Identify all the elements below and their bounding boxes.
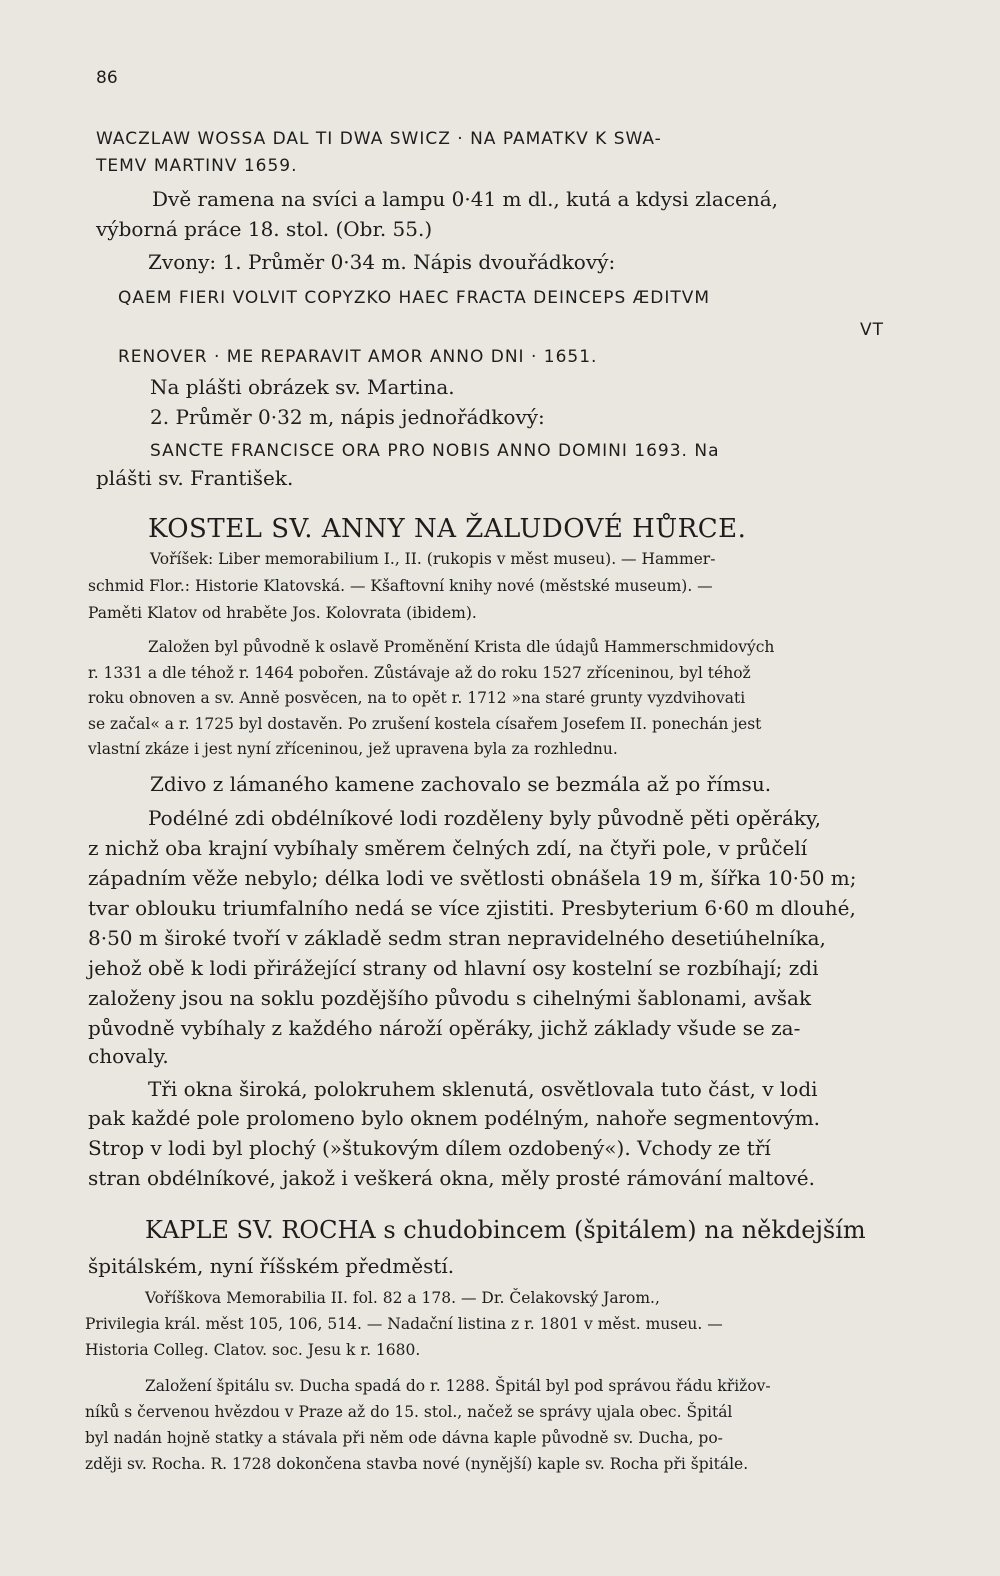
bibliography-line: Privilegia král. měst 105, 106, 514. — Nadační listina z r. 1801 v měst. museu. —: [85, 1315, 723, 1333]
text-line: z nichž oba krajní vybíhaly směrem čelných zdí, na čtyři pole, v průčelí: [88, 836, 808, 860]
section-heading: KOSTEL SV. ANNY NA ŽALUDOVÉ HŮRCE.: [148, 514, 747, 544]
text-line: západním věže nebylo; délka lodi ve světlosti obnášela 19 m, šířka 10·50 m;: [88, 866, 857, 890]
inscription-line: WACZLAW WOSSA DAL TI DWA SWICZ · NA PAMATKV K SWA-: [96, 129, 662, 149]
text-line: výborná práce 18. stol. (Obr. 55.): [96, 217, 433, 241]
text-line: stran obdélníkové, jakož i veškerá okna, měly prosté rámování maltové.: [88, 1166, 815, 1190]
bibliography-line: Voříšek: Liber memorabilium I., II. (rukopis v měst museu). — Hammer-: [150, 550, 716, 568]
text-line: původně vybíhaly z každého nároží opěráky, jichž základy všude se za-: [88, 1016, 801, 1040]
history-line: byl nadán hojně statky a stávala při něm ode dávna kaple původně sv. Ducha, po-: [85, 1429, 723, 1447]
inscription-line: TEMV MARTINV 1659.: [96, 156, 298, 176]
text-line: Podélné zdi obdélníkové lodi rozděleny byly původně pěti opěráky,: [148, 806, 822, 830]
text-line: špitálském, nyní říšském předměstí.: [88, 1254, 455, 1278]
history-line: se začal« a r. 1725 byl dostavěn. Po zrušení kostela císařem Josefem II. ponechán jest: [88, 715, 762, 733]
text-line: Strop v lodi byl plochý (»štukovým dílem ozdobený«). Vchody ze tří: [88, 1136, 771, 1160]
history-line: roku obnoven a sv. Anně posvěcen, na to opět r. 1712 »na staré grunty vyzdvihovati: [88, 689, 746, 707]
text-line: plášti sv. František.: [96, 466, 294, 490]
text-line: Zdivo z lámaného kamene zachovalo se bezmála až po římsu.: [150, 772, 772, 796]
text-line: založeny jsou na soklu pozdějšího původu s cihelnými šablonami, avšak: [88, 986, 812, 1010]
text-line: pak každé pole prolomeno bylo oknem podélným, nahoře segmentovým.: [88, 1106, 821, 1130]
text-line: jehož obě k lodi přirážející strany od hlavní osy kostelní se rozbíhají; zdi: [88, 956, 819, 980]
text-line: 8·50 m široké tvoří v základě sedm stran nepravidelného desetiúhelníka,: [88, 926, 826, 950]
text-line: Tři okna široká, polokruhem sklenutá, osvětlovala tuto část, v lodi: [148, 1077, 818, 1101]
history-line: vlastní zkáze i jest nyní zříceninou, jež upravena byla za rozhlednu.: [88, 740, 618, 758]
text-line: 2. Průměr 0·32 m, nápis jednořádkový:: [150, 405, 545, 429]
history-line: r. 1331 a dle téhož r. 1464 pobořen. Zůstávaje až do roku 1527 zříceninou, byl téhož: [88, 664, 751, 682]
inscription-line: SANCTE FRANCISCE ORA PRO NOBIS ANNO DOMINI 1693. Na: [150, 441, 720, 461]
text-line: tvar oblouku triumfalního nedá se více zjistiti. Presbyterium 6·60 m dlouhé,: [88, 896, 856, 920]
text-line: chovaly.: [88, 1044, 169, 1068]
text-line: Na plášti obrázek sv. Martina.: [150, 375, 455, 399]
inscription-line: RENOVER · ME REPARAVIT AMOR ANNO DNI · 1651.: [118, 347, 598, 367]
section-heading: KAPLE SV. ROCHA s chudobincem (špitálem) na někdejším: [145, 1216, 866, 1244]
bibliography-line: Paměti Klatov od hraběte Jos. Kolovrata (ibidem).: [88, 604, 477, 622]
page-number: 86: [96, 68, 118, 88]
history-line: zději sv. Rocha. R. 1728 dokončena stavba nové (nynější) kaple sv. Rocha při špitále.: [85, 1455, 749, 1473]
bibliography-line: Voříškova Memorabilia II. fol. 82 a 178. — Dr. Čelakovský Jarom.,: [145, 1289, 660, 1307]
inscription-line: VT: [860, 320, 885, 340]
text-line: Dvě ramena na svíci a lampu 0·41 m dl., kutá a kdysi zlacená,: [152, 187, 779, 211]
bibliography-line: schmid Flor.: Historie Klatovská. — Kšaftovní knihy nové (městské museum). —: [88, 577, 713, 595]
history-line: níků s červenou hvězdou v Praze až do 15. stol., načež se správy ujala obec. Špitál: [85, 1403, 733, 1421]
history-line: Založení špitálu sv. Ducha spadá do r. 1288. Špitál byl pod správou řádu křižov-: [145, 1377, 771, 1395]
bibliography-line: Historia Colleg. Clatov. soc. Jesu k r. 1680.: [85, 1341, 421, 1359]
text-line: Zvony: 1. Průměr 0·34 m. Nápis dvouřádkový:: [148, 250, 616, 274]
inscription-line: QAEM FIERI VOLVIT COPYZKO HAEC FRACTA DEINCEPS ÆDITVM: [118, 288, 711, 308]
history-line: Založen byl původně k oslavě Proměnění Krista dle údajů Hammerschmidových: [148, 638, 775, 656]
